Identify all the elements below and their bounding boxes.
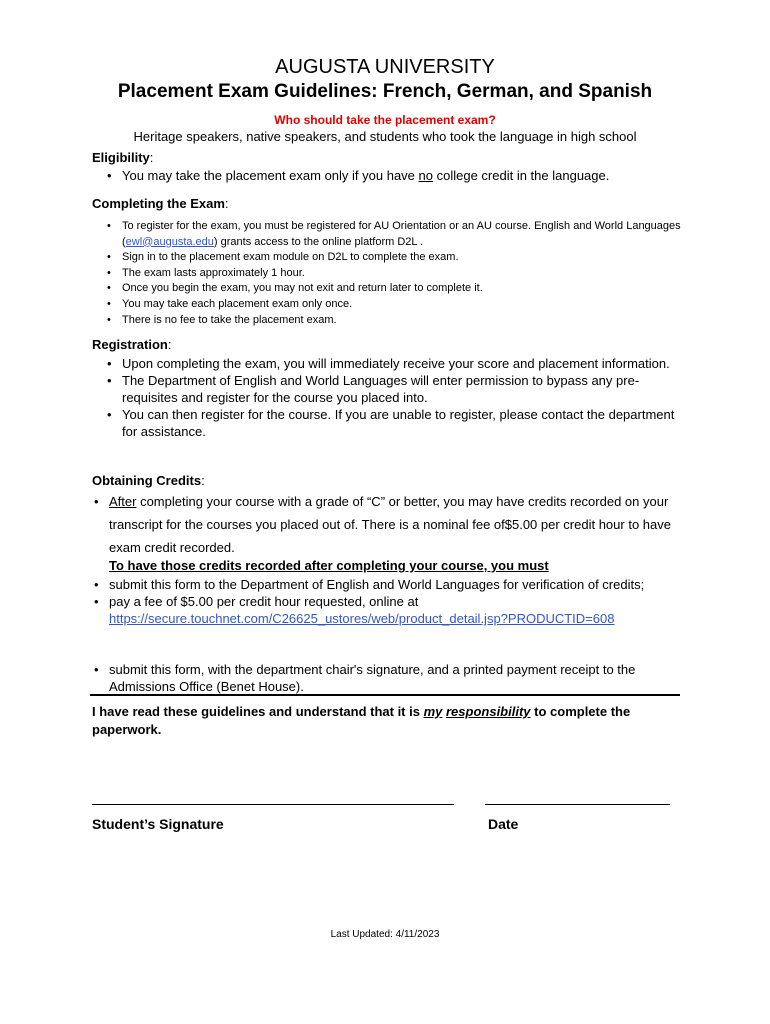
list-item: • The Department of English and World Languages will enter permission to bypass any pre-requisites and register for the course you placed into. — [122, 372, 682, 406]
date-line[interactable] — [485, 804, 670, 805]
date-label: Date — [488, 816, 519, 832]
ack-responsibility: responsibility — [446, 704, 531, 719]
list-item: • submit this form to the Department of English and World Languages for verification of credits; — [109, 576, 679, 593]
student-signature-label: Student’s Signature — [92, 816, 224, 832]
list-item: • submit this form, with the department chair's signature, and a printed payment receipt to the Admissions Office (Benet House). — [109, 661, 679, 695]
acknowledgement — [92, 703, 682, 739]
last-updated: Last Updated: 4/11/2023 — [330, 929, 440, 940]
eligibility-heading-text: Eligibility — [92, 150, 150, 165]
list-item: • Once you begin the exam, you may not exit and return later to complete it. — [122, 281, 682, 297]
registration-heading-text: Registration — [92, 337, 168, 352]
list-item — [109, 593, 679, 627]
fee-text: pay a fee of $5.00 per credit hour requested, online at — [109, 594, 419, 609]
credits-list — [109, 490, 679, 559]
registration-colon: : — [167, 337, 172, 352]
list-item — [109, 490, 679, 559]
who-question: Who should take the placement exam? — [274, 113, 496, 127]
registration-list — [122, 355, 682, 440]
divider — [90, 694, 680, 696]
register-text-end: ) grants access to the online platform D2L . — [213, 235, 424, 248]
register-text: To register for the exam, you must be registered for AU Orientation or an AU course. English and World Languages ( — [122, 220, 681, 248]
eligibility-no: no — [418, 168, 433, 183]
credits-colon: : — [201, 473, 205, 488]
list-item: • Upon completing the exam, you will immediately receive your score and placement information. — [122, 355, 682, 372]
university-name: AUGUSTA UNIVERSITY — [275, 56, 495, 78]
credits-heading-text: Obtaining Credits — [92, 473, 202, 488]
eligibility-heading — [92, 150, 153, 165]
chair-list — [109, 661, 679, 695]
email-link[interactable]: ewl@augusta.edu — [125, 235, 214, 248]
ack-my: my — [423, 704, 443, 719]
list-item: • There is no fee to take the placement exam. — [122, 313, 682, 329]
list-item: • You may take each placement exam only once. — [122, 297, 682, 313]
credits-text: completing your course with a grade of “C” or better, you may have credits recorded on your transcript for the courses you placed out of. There is a nominal fee of$5.00 per credit hour to have exam credit recorded. — [109, 494, 671, 555]
eligibility-text-end: college credit in the language. — [433, 168, 610, 183]
completing-colon: : — [224, 196, 229, 211]
signature-line[interactable] — [92, 804, 454, 805]
ack-text-end: to complete the paperwork. — [92, 704, 631, 737]
credits-heading — [92, 473, 205, 488]
list-item: • You can then register for the course. If you are unable to register, please contact the department for assistance. — [122, 406, 682, 440]
completing-list — [122, 219, 682, 328]
list-item: • Sign in to the placement exam module on D2L to complete the exam. — [122, 250, 682, 266]
eligibility-list — [122, 167, 682, 184]
list-item — [122, 167, 682, 184]
list-item — [122, 219, 682, 250]
must-heading: To have those credits recorded after completing your course, you must — [109, 558, 549, 573]
completing-heading — [92, 196, 229, 211]
who-answer: Heritage speakers, native speakers, and students who took the language in high school — [133, 129, 637, 144]
list-item: • The exam lasts approximately 1 hour. — [122, 266, 682, 282]
must-list — [109, 576, 679, 627]
after-text: After — [109, 494, 137, 509]
payment-link[interactable]: https://secure.touchnet.com/C26625_ustores/web/product_detail.jsp?PRODUCTID=608 — [109, 611, 615, 626]
registration-heading — [92, 337, 171, 352]
completing-heading-text: Completing the Exam — [92, 196, 225, 211]
eligibility-text: You may take the placement exam only if you have — [122, 168, 419, 183]
ack-text: I have read these guidelines and understand that it is — [92, 704, 424, 719]
eligibility-colon: : — [149, 150, 154, 165]
document-title: Placement Exam Guidelines: French, German, and Spanish — [117, 81, 653, 102]
